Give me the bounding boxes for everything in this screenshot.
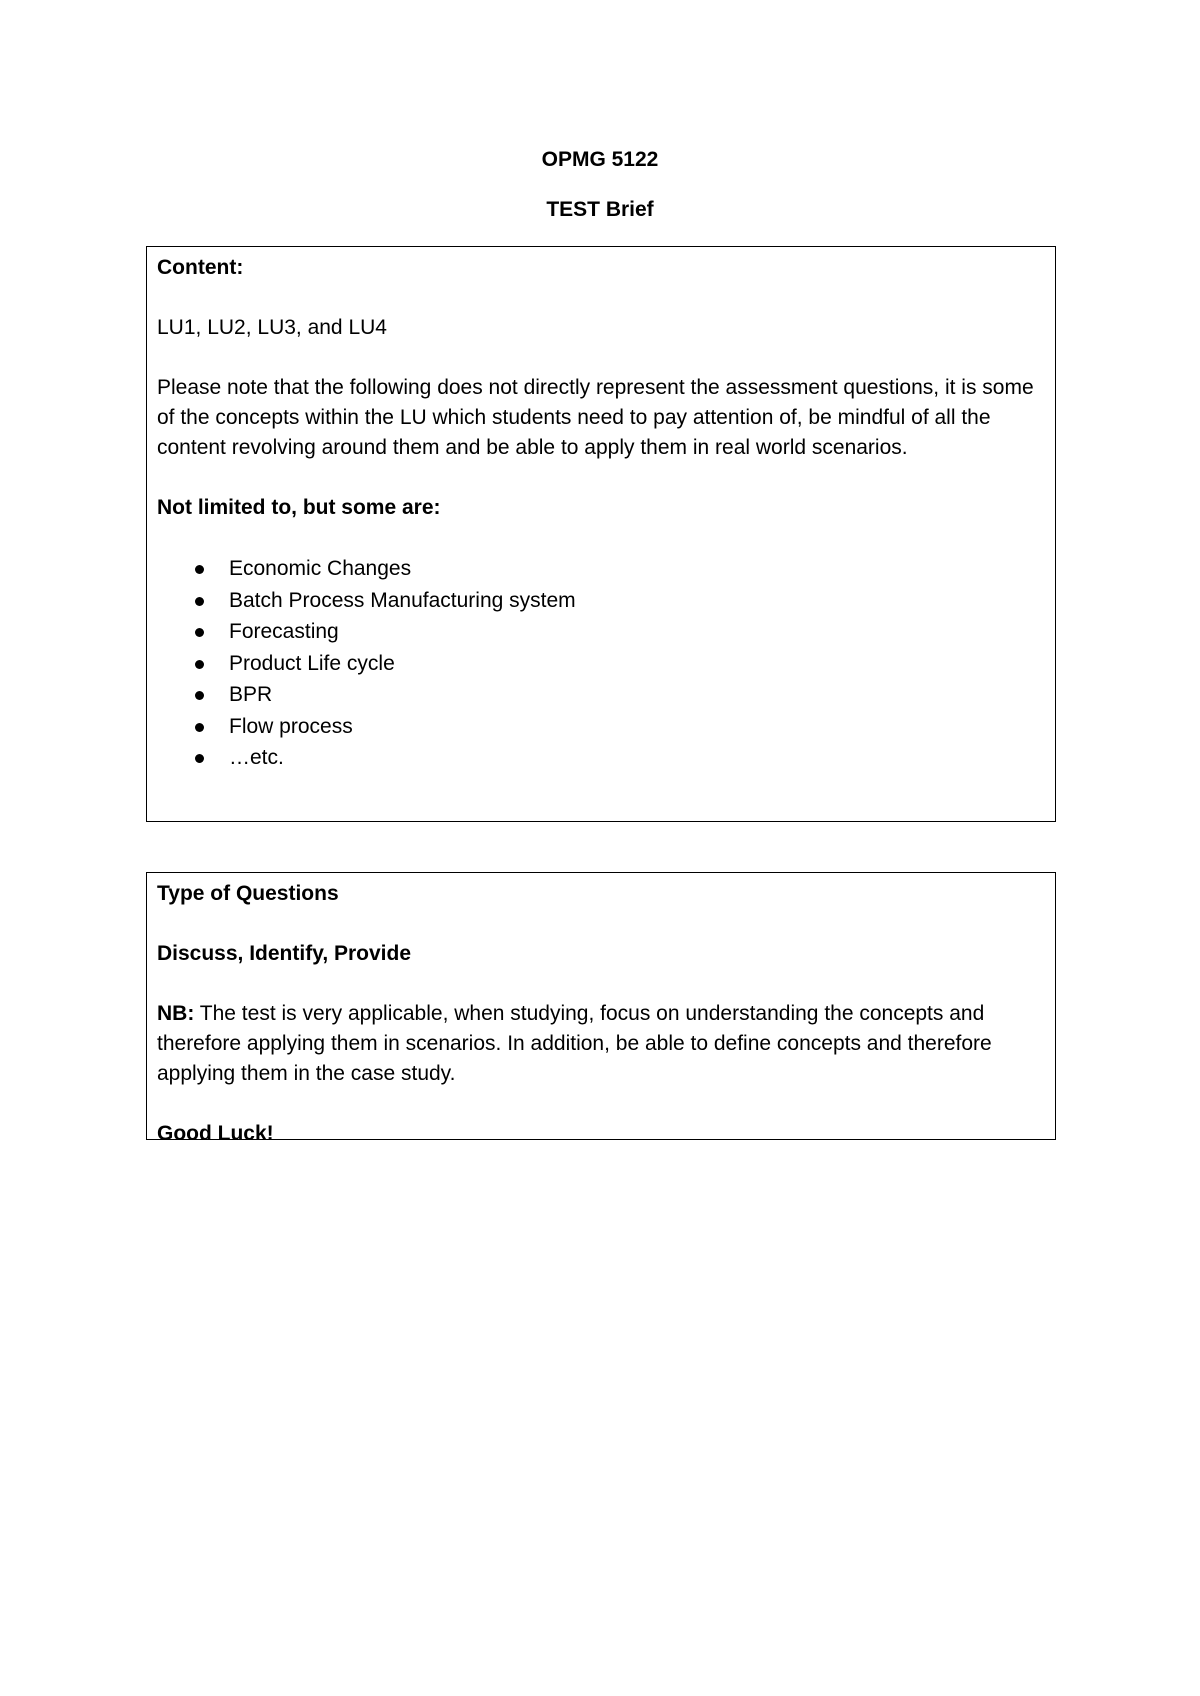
list-item — [157, 679, 1045, 711]
topic-label: Economic Changes — [229, 557, 412, 580]
nb-label: NB: — [157, 1002, 195, 1025]
topic-label: Flow process — [229, 714, 353, 738]
bullet-icon — [195, 565, 204, 574]
bullet-icon — [195, 723, 204, 732]
bullet-icon — [195, 754, 204, 763]
content-heading: Content: — [157, 256, 244, 279]
closing-text: Good Luck! — [157, 1122, 274, 1145]
bullet-icon — [195, 597, 204, 606]
list-item — [157, 648, 1045, 680]
nb-text: The test is very applicable, when studying, focus on understanding the concepts and therefore applying them in scenarios. In addition, be able to define concepts and therefore applying them in the case study. — [157, 1002, 992, 1085]
question-types: Discuss, Identify, Provide — [157, 942, 412, 965]
document-title: TEST Brief — [546, 198, 654, 221]
bullet-icon — [195, 628, 204, 637]
topic-label: BPR — [229, 683, 273, 706]
topic-list — [157, 553, 1045, 774]
list-item — [157, 553, 1045, 585]
course-code: OPMG 5122 — [541, 148, 659, 171]
content-note: Please note that the following does not directly represent the assessment questions, it is some of the concepts within the LU which students need to pay attention of, be mindful of all the content revolving around them and be able to apply them in real world scenarios. — [157, 376, 1034, 459]
list-item — [157, 616, 1045, 648]
bullet-icon — [195, 660, 204, 669]
topic-label: …etc. — [229, 746, 284, 769]
learning-units: LU1, LU2, LU3, and LU4 — [157, 316, 387, 339]
topic-label: Forecasting — [229, 620, 339, 643]
list-item — [157, 742, 1045, 774]
questions-box — [146, 872, 1056, 1145]
topic-label: Product Life cycle — [229, 651, 395, 675]
topic-label: Batch Process Manufacturing system — [229, 588, 576, 612]
questions-heading: Type of Questions — [157, 882, 339, 905]
bullet-icon — [195, 691, 204, 700]
content-box — [146, 246, 1056, 822]
list-item — [157, 585, 1045, 617]
list-item — [157, 711, 1045, 743]
list-intro: Not limited to, but some are: — [157, 496, 441, 519]
nb-paragraph — [157, 999, 1045, 1089]
